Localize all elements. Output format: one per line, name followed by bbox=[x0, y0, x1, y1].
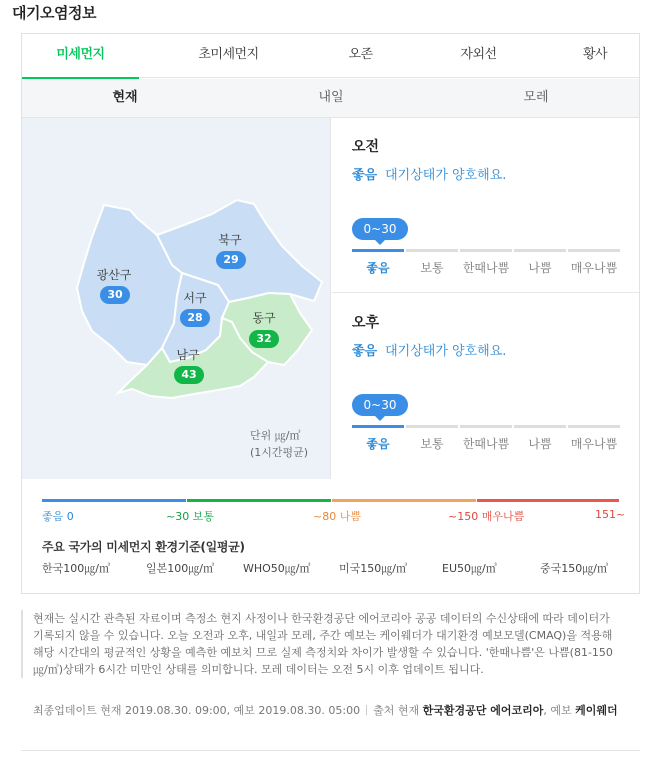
unit-note: (1시간평균) bbox=[250, 446, 309, 459]
grade-legend-bar bbox=[42, 499, 619, 502]
tab-uv[interactable]: 자외선 bbox=[460, 47, 497, 62]
district-label-nam: 남구 bbox=[176, 348, 200, 362]
subtab-tomorrow[interactable]: 내일 bbox=[318, 90, 344, 105]
scale-label-sometimes-bad: 한때나쁨 bbox=[462, 437, 510, 451]
scale-label-good: 좋음 bbox=[366, 437, 390, 451]
forecast-morning-message: 대기상태가 양호해요. bbox=[385, 168, 507, 183]
forecast-afternoon-title: 오후 bbox=[352, 315, 380, 331]
forecast-afternoon-status bbox=[352, 340, 506, 359]
forecast-morning bbox=[332, 118, 639, 293]
standard-eu: EU50㎍/㎥ bbox=[442, 562, 497, 575]
forecast-morning-grade: 좋음 bbox=[352, 168, 378, 183]
page-title: 대기오염정보 bbox=[12, 4, 96, 22]
scale-segment-normal bbox=[406, 425, 458, 428]
source-kweather-link[interactable]: 케이웨더 bbox=[575, 704, 618, 717]
scale-segment-very-bad bbox=[568, 425, 620, 428]
scale-segment-sometimes-bad bbox=[460, 425, 512, 428]
district-value-buk[interactable]: 29 bbox=[216, 251, 246, 269]
subtab-now[interactable]: 현재 bbox=[112, 90, 138, 105]
legend-segment-very-bad bbox=[477, 499, 619, 502]
forecast-afternoon-message: 대기상태가 양호해요. bbox=[385, 344, 507, 359]
district-value-gwangsan[interactable]: 30 bbox=[100, 286, 130, 304]
standard-usa: 미국150㎍/㎥ bbox=[339, 562, 407, 575]
forecast-morning-status bbox=[352, 164, 506, 183]
data-notice: 현재는 실시간 관측된 자료이며 측정소 현지 사정이나 한국환경공단 에어코리아 공공 데이터의 수신상태에 따라 데이터가 기록되지 않을 수 있습니다. 오늘 오전과 오후, 내일과 모레, 주간 예보는 케이웨더가 대기환경 예보모델(CMAQ)을 적용해 해당 시간대의 평균적인 상황을 예측한 예보치 므로 실제 측정치와 차이가 발생할 수 있습니다. '한때나쁨'은 나쁨(81-150㎍/㎥)상태가 6시간 미만인 상태를 의미합니다. 모레 데이터는 오전 5시 이후 업데이트 됩니다. bbox=[21, 610, 619, 678]
scale-label-bad: 나쁨 bbox=[528, 261, 552, 275]
tab-yellow-dust[interactable]: 황사 bbox=[582, 47, 608, 62]
scale-segment-bad bbox=[514, 249, 566, 252]
update-info bbox=[33, 702, 623, 719]
bottom-divider bbox=[21, 750, 640, 751]
scale-label-very-bad: 매우나쁨 bbox=[570, 437, 618, 451]
air-quality-card bbox=[21, 33, 640, 594]
scale-label-normal: 보통 bbox=[420, 437, 444, 451]
scale-label-sometimes-bad: 한때나쁨 bbox=[462, 261, 510, 275]
legend-label-good: 좋음 0 bbox=[42, 510, 74, 523]
source-prefix: 출처 현재 bbox=[373, 704, 420, 717]
standards-title: 주요 국가의 미세먼지 환경기준(일평균) bbox=[42, 540, 245, 554]
divider bbox=[366, 705, 367, 715]
unit-label: 단위 ㎍/㎥ bbox=[250, 429, 301, 442]
tab-ultrafine-dust[interactable]: 초미세먼지 bbox=[198, 47, 259, 62]
district-label-dong: 동구 bbox=[252, 311, 276, 325]
legend-segment-good bbox=[42, 499, 186, 502]
district-map bbox=[22, 118, 331, 479]
forecast-morning-scale bbox=[352, 249, 620, 273]
update-time: 최종업데이트 현재 2019.08.30. 09:00, 예보 2019.08.30. 05:00 bbox=[33, 704, 361, 717]
scale-segment-good bbox=[352, 249, 404, 252]
legend-label-max: 151~ bbox=[595, 508, 626, 521]
district-value-nam[interactable]: 43 bbox=[174, 366, 204, 384]
unit-info bbox=[250, 427, 308, 461]
district-label-gwangsan: 광산구 bbox=[96, 268, 132, 282]
standard-china: 중국150㎍/㎥ bbox=[540, 562, 608, 575]
source-mid: , 예보 bbox=[543, 704, 572, 717]
district-value-dong[interactable]: 32 bbox=[249, 330, 279, 348]
forecast-morning-range: 0~30 bbox=[352, 218, 408, 240]
district-label-seo: 서구 bbox=[183, 291, 207, 305]
scale-segment-normal bbox=[406, 249, 458, 252]
forecast-morning-title: 오전 bbox=[352, 139, 380, 155]
scale-segment-bad bbox=[514, 425, 566, 428]
legend-label-very-bad: ~150 매우나쁨 bbox=[448, 510, 525, 523]
scale-segment-very-bad bbox=[568, 249, 620, 252]
scale-label-very-bad: 매우나쁨 bbox=[570, 261, 618, 275]
forecast-afternoon-scale bbox=[352, 425, 620, 449]
district-value-seo[interactable]: 28 bbox=[180, 309, 210, 327]
grade-legend-labels bbox=[42, 508, 626, 524]
tab-fine-dust[interactable]: 미세먼지 bbox=[22, 34, 139, 78]
scale-label-normal: 보통 bbox=[420, 261, 444, 275]
standard-who: WHO50㎍/㎥ bbox=[243, 562, 311, 575]
scale-segment-good bbox=[352, 425, 404, 428]
legend-label-normal: ~30 보통 bbox=[166, 510, 214, 523]
forecast-afternoon-grade: 좋음 bbox=[352, 344, 378, 359]
tab-ozone[interactable]: 오존 bbox=[348, 47, 373, 62]
standards-list bbox=[42, 560, 619, 576]
forecast-afternoon bbox=[332, 294, 639, 469]
standard-korea: 한국100㎍/㎥ bbox=[42, 562, 110, 575]
forecast-afternoon-range: 0~30 bbox=[352, 394, 408, 416]
scale-segment-sometimes-bad bbox=[460, 249, 512, 252]
legend-segment-normal bbox=[187, 499, 331, 502]
subtab-day-after-tomorrow[interactable]: 모레 bbox=[523, 90, 549, 105]
pollutant-tabs bbox=[22, 34, 639, 78]
scale-label-good: 좋음 bbox=[366, 261, 390, 275]
forecast-panel bbox=[332, 118, 639, 479]
scale-label-bad: 나쁨 bbox=[528, 437, 552, 451]
time-subtabs bbox=[22, 79, 639, 118]
district-label-buk: 북구 bbox=[218, 233, 242, 247]
standard-japan: 일본100㎍/㎥ bbox=[146, 562, 214, 575]
source-airkorea-link[interactable]: 한국환경공단 에어코리아 bbox=[422, 704, 544, 717]
legend-label-bad: ~80 나쁨 bbox=[313, 510, 361, 523]
legend-segment-bad bbox=[332, 499, 476, 502]
